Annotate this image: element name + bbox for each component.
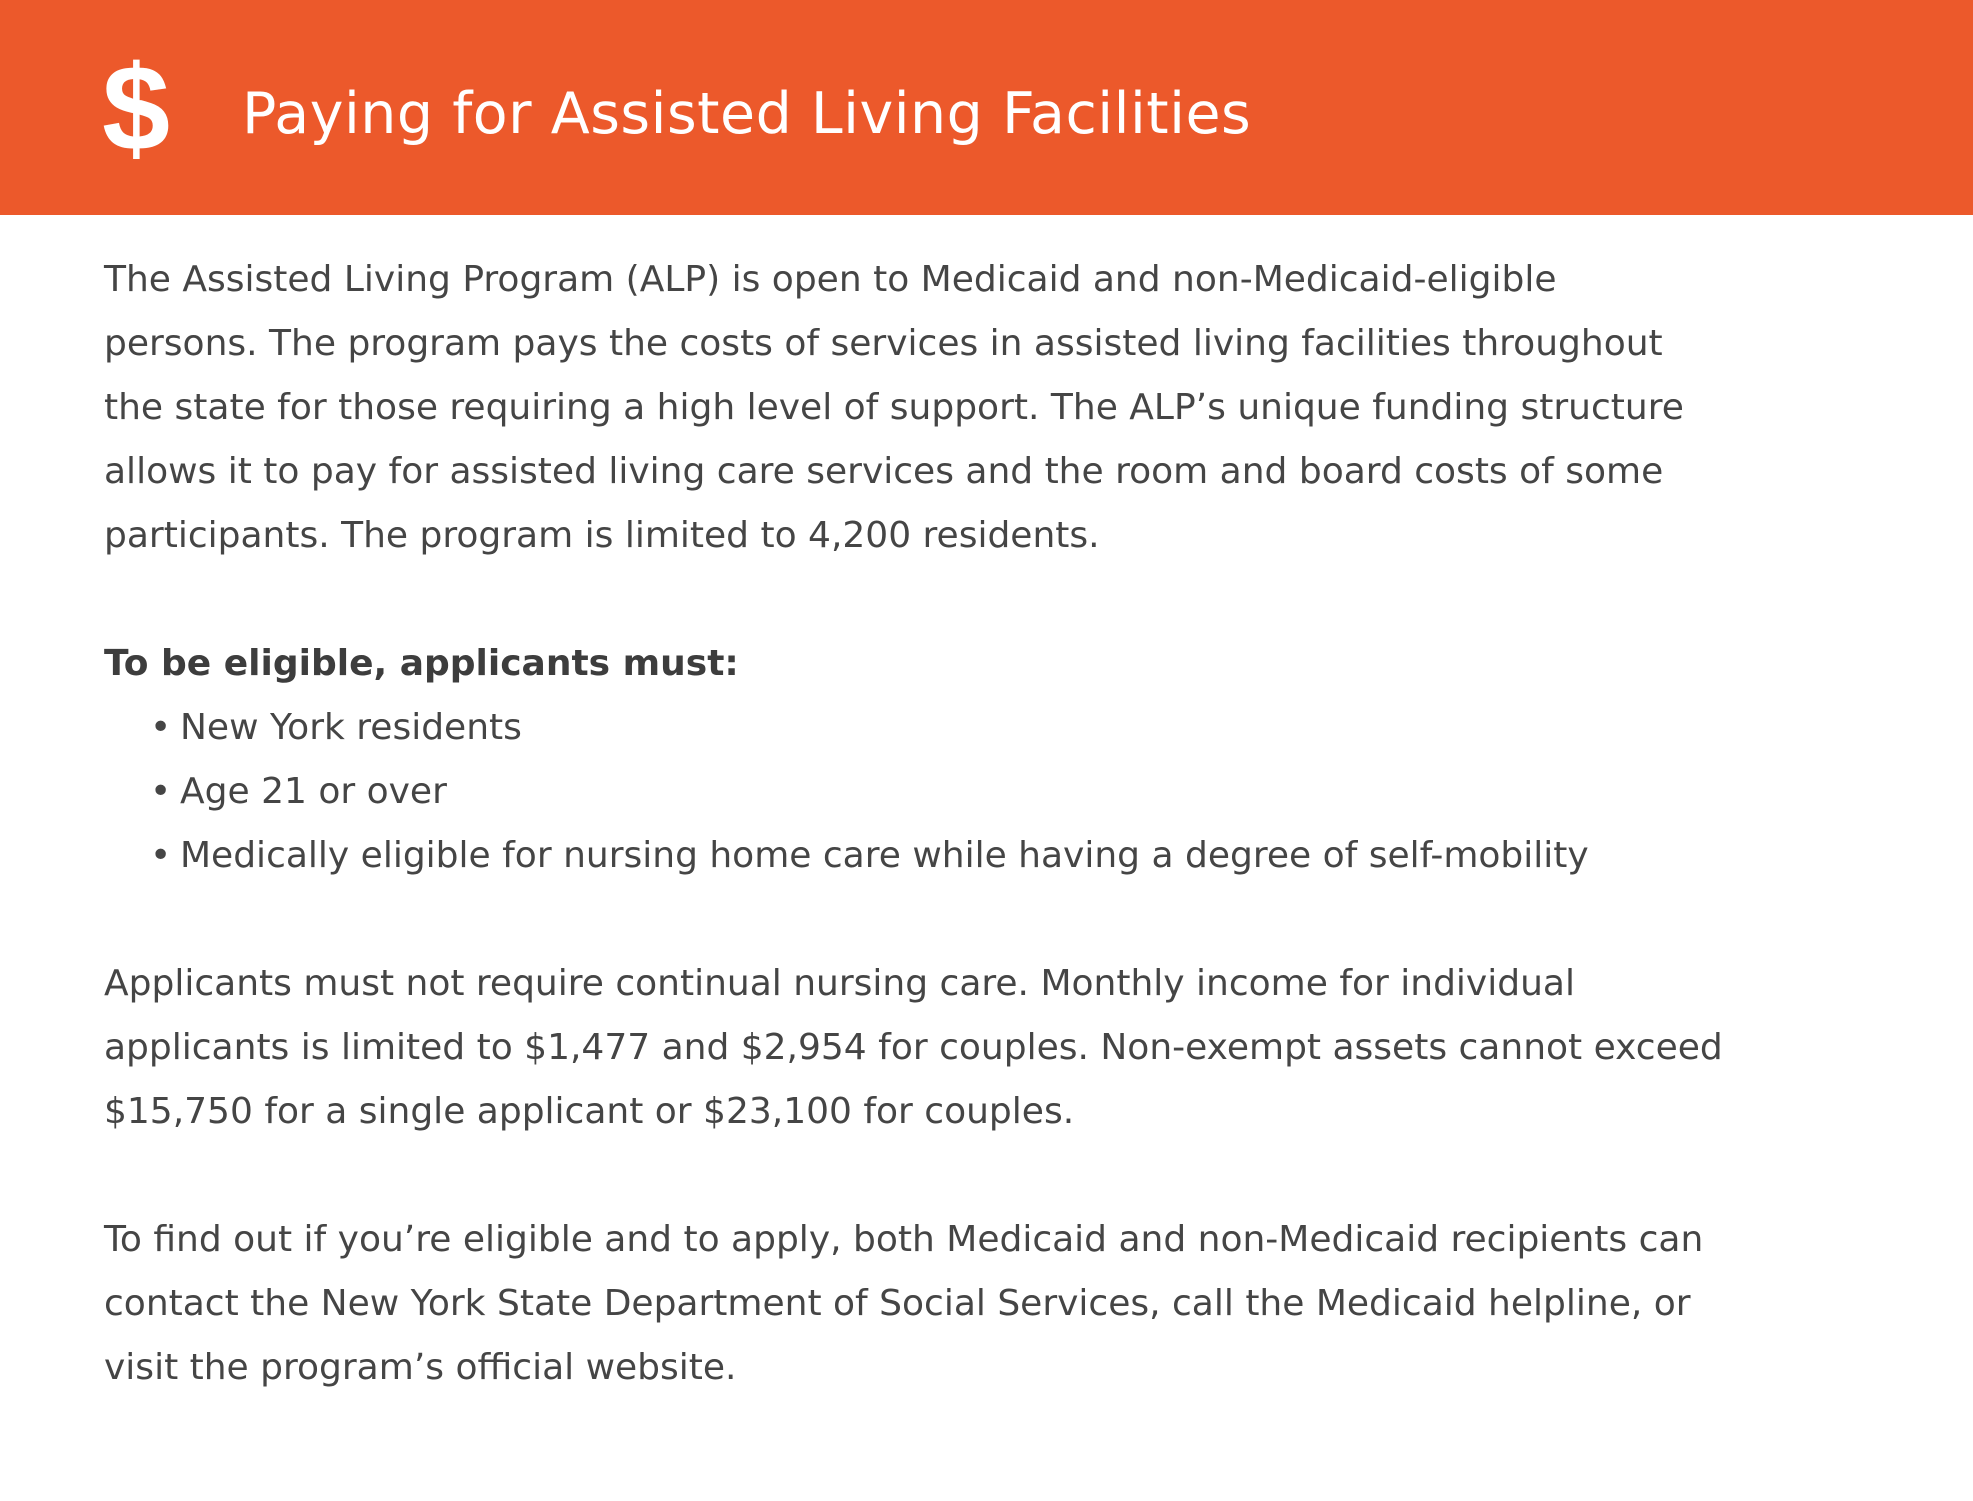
dollar-sign-icon: $ bbox=[102, 40, 170, 176]
income-paragraph bbox=[104, 952, 1904, 1144]
header-banner bbox=[0, 0, 1973, 215]
eligibility-section bbox=[104, 632, 1904, 888]
page-title: Paying for Assisted Living Facilities bbox=[242, 81, 1252, 147]
list-item bbox=[150, 696, 1904, 760]
apply-line: contact the New York State Department of Social Services, call the Medicaid helpline, or bbox=[104, 1283, 1691, 1324]
intro-line: the state for those requiring a high level of support. The ALP’s unique funding structure bbox=[104, 387, 1684, 428]
intro-line: persons. The program pays the costs of services in assisted living facilities throughout bbox=[104, 323, 1663, 364]
spacer bbox=[104, 568, 1904, 632]
intro-line: The Assisted Living Program (ALP) is open to Medicaid and non-Medicaid-eligible bbox=[104, 259, 1557, 300]
intro-paragraph bbox=[104, 248, 1904, 568]
income-line: $15,750 for a single applicant or $23,100 for couples. bbox=[104, 1091, 1075, 1132]
income-line: applicants is limited to $1,477 and $2,954 for couples. Non-exempt assets cannot exceed bbox=[104, 1027, 1723, 1068]
apply-line: visit the program’s official website. bbox=[104, 1347, 737, 1388]
list-item-text: Age 21 or over bbox=[180, 771, 447, 812]
list-item bbox=[150, 824, 1904, 888]
intro-line: allows it to pay for assisted living care services and the room and board costs of some bbox=[104, 451, 1664, 492]
bullet-icon: • bbox=[150, 771, 172, 812]
main-content bbox=[104, 248, 1904, 1400]
intro-line: participants. The program is limited to 4,200 residents. bbox=[104, 515, 1100, 556]
spacer bbox=[104, 1144, 1904, 1208]
bullet-icon: • bbox=[150, 835, 172, 876]
income-line: Applicants must not require continual nursing care. Monthly income for individual bbox=[104, 963, 1575, 1004]
spacer bbox=[104, 888, 1904, 952]
eligibility-list bbox=[104, 696, 1904, 888]
apply-line: To find out if you’re eligible and to apply, both Medicaid and non-Medicaid recipients can bbox=[104, 1219, 1704, 1260]
bullet-icon: • bbox=[150, 707, 172, 748]
apply-paragraph bbox=[104, 1208, 1904, 1400]
eligibility-heading: To be eligible, applicants must: bbox=[104, 643, 739, 684]
list-item-text: New York residents bbox=[180, 707, 522, 748]
list-item bbox=[150, 760, 1904, 824]
list-item-text: Medically eligible for nursing home care while having a degree of self-mobility bbox=[180, 835, 1589, 876]
